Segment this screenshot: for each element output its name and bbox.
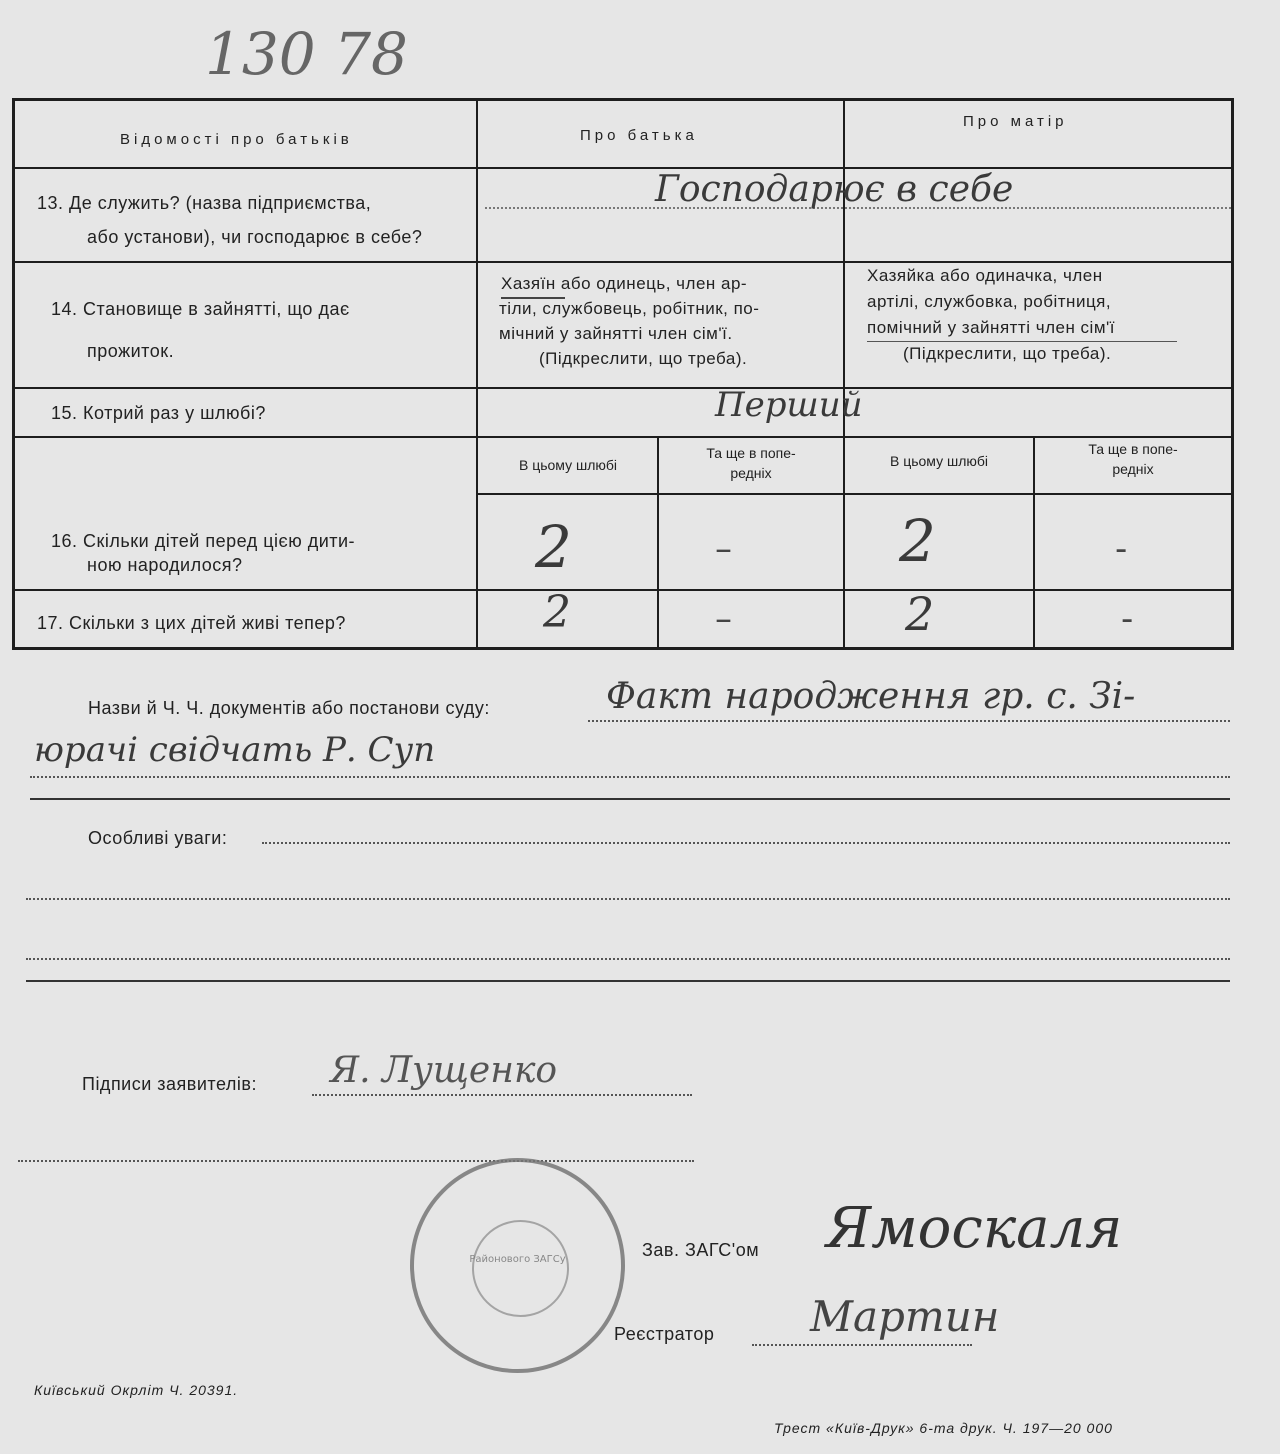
parents-info-table <box>12 98 1234 650</box>
documents-value-line2[interactable]: юрачі свідчать Р. Суп <box>34 730 436 770</box>
remarks-line-3 <box>26 958 1230 960</box>
subheader-father-prev-line2: редніх <box>730 465 772 481</box>
remarks-label: Особливі уваги: <box>88 828 228 848</box>
row14-mother-line1: Хазяйка або одиначка, член <box>867 266 1103 285</box>
subheader-mother-this-marriage: В цьому шлюбі <box>889 453 989 469</box>
table-hline-2 <box>15 261 1231 263</box>
zags-head-signature[interactable]: Ямоскаля <box>826 1196 1123 1261</box>
zags-head-label: Зав. ЗАГС'ом <box>642 1240 760 1260</box>
row14-mother-line3: помічний у зайнятті член сім'ї <box>867 318 1115 337</box>
documents-line-3 <box>30 798 1230 800</box>
row17-mother-this-value[interactable]: 2 <box>905 587 935 641</box>
row17-father-this-value[interactable]: 2 <box>543 587 571 638</box>
row16-label-line2: ною народилося? <box>87 555 243 575</box>
row14-mother-line2: артілі, службовка, робітниця, <box>867 292 1112 311</box>
row14-father-line2: тіли, службовець, робітник, по- <box>499 299 760 318</box>
footer-right: Трест «Київ-Друк» 6-та друк. Ч. 197—20 000 <box>774 1420 1113 1436</box>
row14-father-line1: Хазяїн або одинець, член ар- <box>501 274 748 293</box>
row14-father-line4: (Підкреслити, що треба). <box>539 349 748 368</box>
signatures-value[interactable]: Я. Лущенко <box>330 1050 558 1091</box>
row14-father-underline <box>501 297 565 299</box>
signatures-label: Підписи заявителів: <box>82 1074 257 1094</box>
registrar-label: Реєстратор <box>614 1324 715 1344</box>
row16-father-prev-value[interactable]: – <box>715 529 732 569</box>
row14-father-line3: мічний у зайнятті член сім'ї. <box>499 324 733 343</box>
page-number-handwritten: 130 78 <box>205 20 408 88</box>
row13-value[interactable]: Господарює в себе <box>655 169 1014 210</box>
table-vline-1 <box>476 101 478 647</box>
row16-mother-prev-value[interactable]: - <box>1115 529 1128 569</box>
remarks-line-2 <box>26 898 1230 900</box>
signatures-line-2 <box>18 1160 694 1162</box>
row14-mother-underline <box>867 341 1177 342</box>
table-hline-4 <box>15 436 1231 438</box>
header-father: Про батька <box>580 127 698 144</box>
registrar-line <box>752 1344 972 1346</box>
documents-line-1 <box>588 720 1230 722</box>
subheader-father-this-marriage: В цьому шлюбі <box>518 457 618 473</box>
subheader-mother-prev-line2: редніх <box>1112 461 1154 477</box>
table-hline-5 <box>476 493 1231 495</box>
row14-mother-line4: (Підкреслити, що треба). <box>903 344 1112 363</box>
documents-line-2 <box>30 776 1230 778</box>
documents-value-line1[interactable]: Факт народження гр. с. Зі- <box>606 676 1136 717</box>
table-hline-6 <box>15 589 1231 591</box>
remarks-line-1 <box>262 842 1230 844</box>
row13-label-line2: або установи), чи господарює в себе? <box>87 227 423 247</box>
official-stamp <box>410 1158 625 1373</box>
header-parents-info: Відомості про батьків <box>120 131 353 148</box>
row16-father-this-value[interactable]: 2 <box>535 513 572 581</box>
registrar-signature[interactable]: Мартин <box>810 1292 1000 1341</box>
footer-left: Київський Окрліт Ч. 20391. <box>34 1382 239 1398</box>
row13-label-line1: 13. Де служить? (назва підприємства, <box>37 193 372 213</box>
stamp-text: Районового ЗАГСу <box>469 1254 566 1265</box>
stamp-inner-circle <box>472 1220 569 1317</box>
row15-label: 15. Котрий раз у шлюбі? <box>51 403 266 423</box>
row15-value[interactable]: Перший <box>715 385 863 425</box>
subheader-mother-prev-line1: Та ще в попе- <box>1088 441 1178 457</box>
subheader-father-prev-line1: Та ще в попе- <box>706 445 796 461</box>
documents-label: Назви й Ч. Ч. документів або постанови суду: <box>88 698 490 718</box>
signatures-line-1 <box>312 1094 692 1096</box>
row14-label-line2: прожиток. <box>87 341 175 361</box>
table-hline-3 <box>15 387 1231 389</box>
table-hline-1 <box>15 167 1231 169</box>
row16-mother-this-value[interactable]: 2 <box>899 507 936 575</box>
row17-mother-prev-value[interactable]: - <box>1121 599 1134 639</box>
header-mother: Про матір <box>963 113 1068 130</box>
row17-label: 17. Скільки з цих дітей живі тепер? <box>37 613 346 633</box>
row17-father-prev-value[interactable]: – <box>715 599 732 639</box>
remarks-line-4 <box>26 980 1230 982</box>
row16-label-line1: 16. Скільки дітей перед цією дити- <box>51 531 356 551</box>
row14-label-line1: 14. Становище в зайнятті, що дає <box>51 299 350 319</box>
